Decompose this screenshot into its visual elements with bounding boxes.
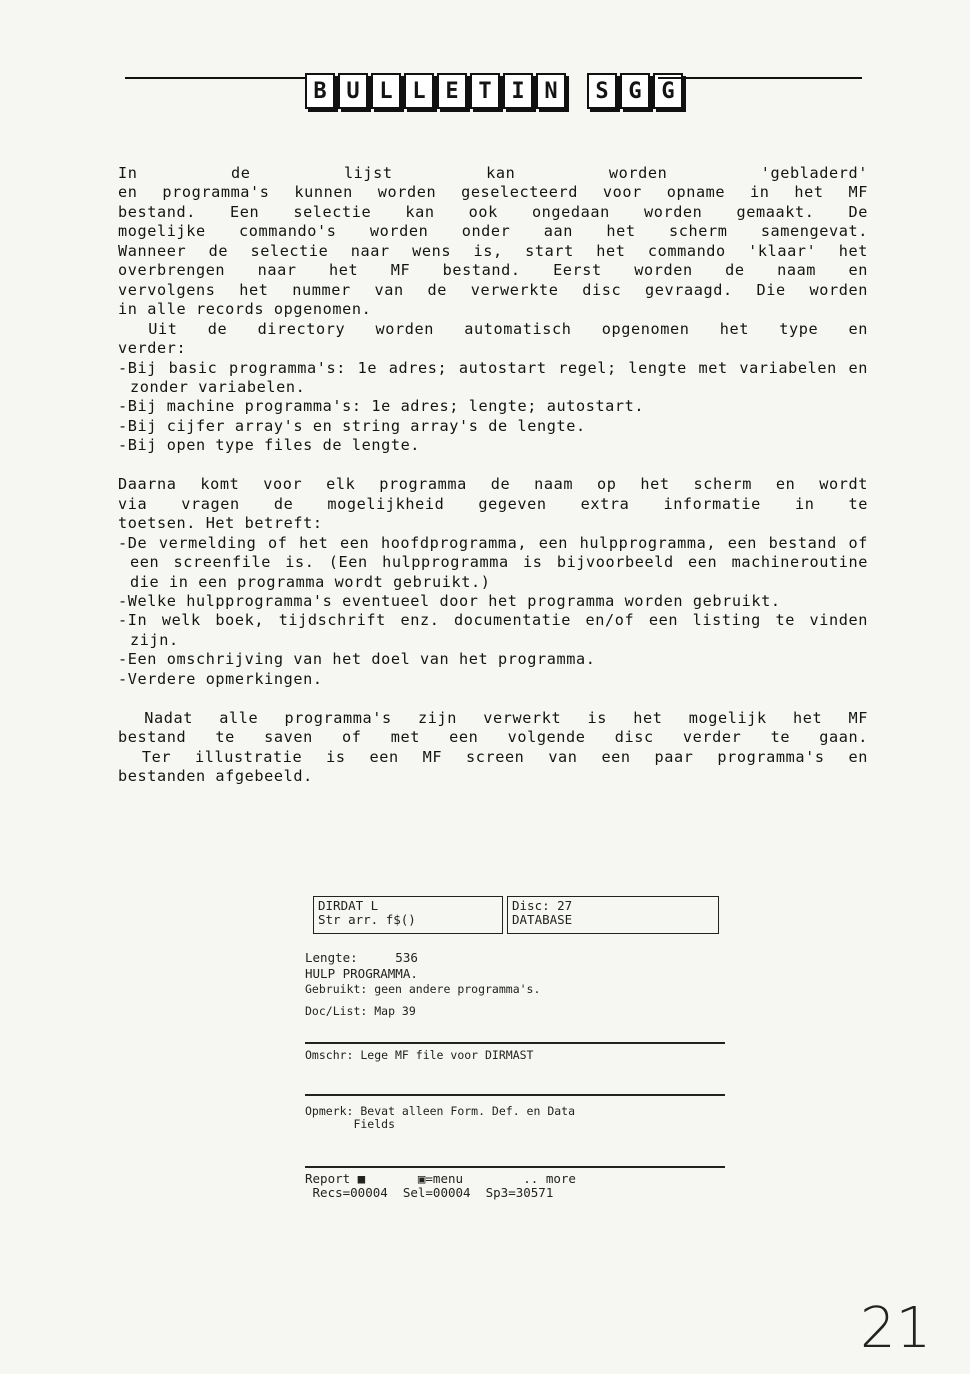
logo-letter: L xyxy=(371,73,401,109)
list-item: -Bij basic programma's: 1e adres; autostart regel; lengte met variabelen en zonder variabelen. xyxy=(118,358,868,396)
page-number: 21 xyxy=(860,1296,932,1361)
text-line: vervolgens het nummer van de verwerkte disc gevraagd. Die worden xyxy=(118,280,868,299)
list-item: -In welk boek, tijdschrift enz. documentatie en/of een listing te vinden zijn. xyxy=(118,611,868,649)
screen-name-box xyxy=(313,896,503,934)
logo-letter: G xyxy=(653,73,683,109)
header-rule-left xyxy=(125,77,305,79)
text-line: toetsen. Het betreft: xyxy=(118,514,323,533)
list-item: -De vermelding of het een hoofdprogramma, een hulpprogramma, een bestand of een screenfile is. (Een hulpprogramma is bijvoorbeeld een machineroutine die in een programma wordt gebruikt.) xyxy=(118,533,868,591)
screen-divider-2 xyxy=(305,1094,725,1096)
screen-disc-name: DATABASE xyxy=(512,912,573,927)
list-item: -Welke hulpprogramma's eventueel door het programma worden gebruikt. xyxy=(118,591,781,610)
logo-letter: N xyxy=(536,73,566,109)
text-line: verder: xyxy=(118,339,187,358)
screen-program-type: Str arr. f$() xyxy=(318,912,416,927)
logo-letter: L xyxy=(404,73,434,109)
screen-hulp: HULP PROGRAMMA. xyxy=(305,966,418,981)
list-item: -Bij open type files de lengte. xyxy=(118,436,421,455)
logo-letter: G xyxy=(620,73,650,109)
logo-letter: U xyxy=(338,73,368,109)
list-item: -Verdere opmerkingen. xyxy=(118,669,323,688)
screen-disc-box xyxy=(507,896,719,934)
logo-letter: B xyxy=(305,73,335,109)
list-extra-info xyxy=(118,534,868,690)
logo-letter: I xyxy=(503,73,533,109)
text-line: bestand. Een selectie kan ook ongedaan worden gemaakt. De xyxy=(118,202,868,221)
bulletin-sgg-logo xyxy=(305,73,683,109)
screen-disc-number: Disc: 27 xyxy=(512,898,573,913)
text-line: in alle records opgenomen. xyxy=(118,300,372,319)
logo-word-1 xyxy=(305,73,566,109)
text-line: via vragen de mogelijkheid gegeven extra informatie in te xyxy=(118,494,868,513)
screen-omschr: Omschr: Lege MF file voor DIRMAST xyxy=(305,1048,534,1062)
screen-status-bar: Recs=00004 Sel=00004 Sp3=30571 xyxy=(305,1185,554,1200)
logo-letter: E xyxy=(437,73,467,109)
screen-menu-bar: Report ■ ▣=menu .. more xyxy=(305,1171,576,1186)
screen-opmerk-cont: Fields xyxy=(305,1117,396,1131)
text-line: overbrengen naar het MF bestand. Eerst worden de naam en xyxy=(118,261,868,280)
text-line: mogelijke commando's worden onder aan het scherm samengevat. xyxy=(118,222,868,241)
logo-letter: S xyxy=(587,73,617,109)
article-body xyxy=(118,164,868,786)
paragraph-4 xyxy=(118,709,868,787)
text-line: en programma's kunnen worden geselecteerd voor opname in het MF xyxy=(118,183,868,202)
screen-opmerk: Opmerk: Bevat alleen Form. Def. en Data xyxy=(305,1104,576,1118)
text-line: Uit de directory worden automatisch opgenomen het type en xyxy=(118,319,868,338)
screen-doclist: Doc/List: Map 39 xyxy=(305,1004,416,1018)
paragraph-2 xyxy=(118,320,868,359)
mf-screen-illustration xyxy=(305,890,725,1210)
list-file-types xyxy=(118,359,868,456)
header-rule-right xyxy=(658,77,862,79)
screen-divider-1 xyxy=(305,1042,725,1044)
screen-gebruikt: Gebruikt: geen andere programma's. xyxy=(305,982,541,996)
list-item: -Bij cijfer array's en string array's de lengte. xyxy=(118,416,586,435)
list-item: -Een omschrijving van het doel van het programma. xyxy=(118,650,596,669)
text-line: Ter illustratie is een MF screen van een paar programma's en xyxy=(118,747,868,766)
screen-divider-3 xyxy=(305,1166,725,1168)
paragraph-1 xyxy=(118,164,868,320)
text-line: bestanden afgebeeld. xyxy=(118,767,313,786)
text-line: In de lijst kan worden 'gebladerd' xyxy=(118,164,868,182)
paragraph-3 xyxy=(118,475,868,533)
list-item: -Bij machine programma's: 1e adres; lengte; autostart. xyxy=(118,397,645,416)
screen-program-name: DIRDAT L xyxy=(318,898,379,913)
screen-lengte: Lengte: 536 xyxy=(305,950,418,965)
text-line: Daarna komt voor elk programma de naam op het scherm en wordt xyxy=(118,475,868,494)
text-line: Nadat alle programma's zijn verwerkt is het mogelijk het MF xyxy=(118,708,868,727)
text-line: Wanneer de selectie naar wens is, start het commando 'klaar' het xyxy=(118,241,868,260)
text-line: bestand te saven of met een volgende disc verder te gaan. xyxy=(118,728,868,747)
logo-letter: T xyxy=(470,73,500,109)
